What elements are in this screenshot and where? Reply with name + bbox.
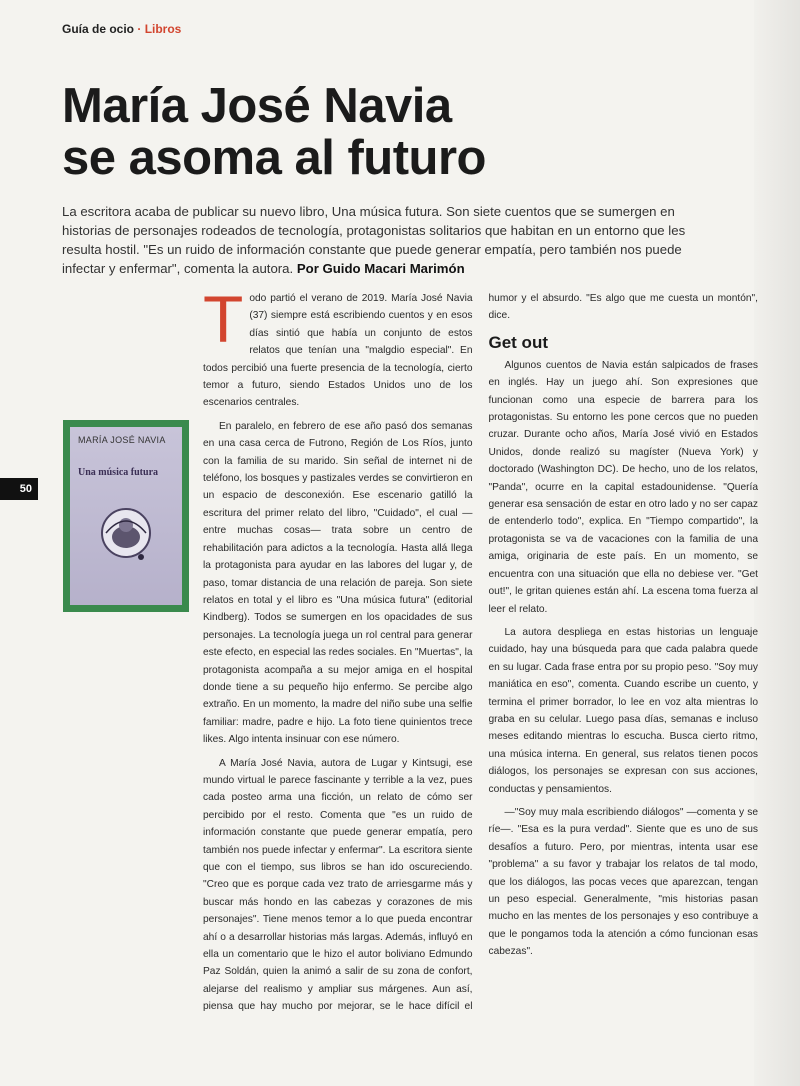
lede-text: La escritora acaba de publicar su nuevo libro, Una música futura. Son siete cuentos que se sumergen en historias de personajes rodeados de tecnología, protagonistas solitarios que habitan en un entorno que les resulta hostil. "Es un ruido de información constante que puede generar empatía, pero también nos puede infectar y enfermar", comenta la autora. bbox=[62, 204, 686, 276]
body-paragraph-2: En paralelo, en febrero de ese año pasó dos semanas en una casa cerca de Futrono, Región de Los Ríos, junto con la familia de su marido. Sin señal de internet ni de teléfono, los bosques y pastizales verdes se convirtieron en un espacio de desconexión. Ese escenario gatilló la escritura del primer relato del libro, "Cuidado", el cual —entre muchas cosas— trata sobre un centro de rehabilitación para adictos a la tecnología. Hasta allá llega la protagonista para ayudar en las labores del lugar y, de paso, tomar distancia de una relación de pareja. Son siete relatos en total y el libro es "Una música futura" (editorial Kindberg). Todos se sumergen en los opacidades de sus personajes. La tecnología juega un rol central para generar este efecto, en especial las redes sociales. En "Muertas", la protagonista acompaña a su mejor amiga en el hospital donde tiene a su pequeño hijo enfermo. Se percibe algo extraño. En un momento, la madre del niño sube una selfie familiar: madre, padre e hijo. La foto tiene quinientos trece likes. Algo intenta insinuar con ese número. bbox=[203, 420, 473, 746]
book-cover-author: MARÍA JOSÉ NAVIA bbox=[78, 435, 166, 445]
section-subsection: Libros bbox=[144, 22, 182, 36]
book-cover bbox=[63, 420, 189, 612]
byline: Por Guido Macari Marimón bbox=[296, 261, 465, 276]
page-number: 50 bbox=[0, 478, 38, 500]
drop-cap: T bbox=[203, 282, 244, 356]
headline bbox=[62, 80, 702, 184]
body-paragraph-5: La autora despliega en estas historias un lenguaje cuidado, hay una búsqueda para que cada palabra quede en su lugar. Cada frase entra por su propio peso. "Soy muy maniática en eso", comenta. Cuando escribe un cuento, y termina el primer borrador, lo lee en voz alta mientras lo graba en su celular. Luego pasa días, semanas e incluso meses editando mientras lo escucha. Busca cierto ritmo, una música interna. En general, sus relatos tienen pocos diálogos, los personajes se expresan con sus acciones, conductas y pensamientos. bbox=[488, 626, 758, 795]
body-paragraph-1-text: odo partió el verano de 2019. María José Navia (37) siempre está escribiendo cuentos y en esos días sintió que había un conjunto de estos relatos que tenían una "malgdio especial". En todos percibió una fuerte presencia de la tecnología, cierto temor a futuro, siendo Estados Unidos uno de los escenarios centrales. bbox=[203, 293, 473, 409]
section-label bbox=[62, 22, 181, 36]
section-separator: · bbox=[134, 22, 145, 36]
page-edge-shadow bbox=[754, 0, 800, 1086]
body-paragraph-1 bbox=[203, 282, 473, 412]
body-paragraph-4: Algunos cuentos de Navia están salpicados de frases en inglés. Hay un juego ahí. Son expresiones que funcionan como una especie de barrera para los protagonistas. Su entorno les pone cercos que no pueden cruzar. Durante ocho años, María José vivió en Estados Unidos, donde realizó su magíster (Nueva York) y doctorado (Washington DC). De hecho, uno de los relatos, "Panda", ocurre en la capital estadounidense. "Quería generar esa sensación de estar en otro lado y no ser capaz de entenderlo todo", explica. En "Tiempo compartido", la protagonista se va de vacaciones con la familia de una amiga, originaria de este país. En un momento, se encuentra con una situación que ella no debiese ver. "Get out!", le gritan quienes están ahí. La escena toma fuerza al leer el relato. bbox=[488, 359, 758, 615]
lede bbox=[62, 202, 722, 278]
body-paragraph-6: —"Soy muy mala escribiendo diálogos" —comenta y se ríe—. "Esa es la pura verdad". Siente que es uno de sus desafíos a futuro. Pero, por mientras, intenta usar ese "problema" a su favor y trabajar los relatos de tal modo, que los diálogos, las pocas veces que aparezcan, tengan un peso especial. Generalmente, "mis historias pasan mucho en las mentes de los personajes y eso contribuye a que le pongamos toda la atención a cómo funcionan esas cabezas". bbox=[488, 806, 758, 958]
body-paragraph-3: A María José Navia, autora de Lugar y Kintsugi, ese mundo virtual le parece fascinante y terrible a la vez, pues cada posteo arma una ficción, un relato de cómo ser percibido por el resto. Comenta que "es un ruido de información constante que puede generar empatía, pero también nos puede infectar y enfermar". La escritora siente que con el tiempo, sus libros se han ido oscureciendo. "Creo que es porque cada vez trato de arriesgarme más y buscar más hondo en las cabezas y corazones de mis personajes". Tiene menos temor a lo que pueda encontrar ahí o a desarrollar historias más largas. Además, influyó en ella un comentario que le hizo el autor boliviano Edmundo Paz Soldán, quien la animó a salir de su zona de confort, alejarse del realismo y ampliar sus márgenes. Aun así, piensa que hay mucho por mejorar, se le hace difícil el humor y el absurdo. "Es algo que me cuesta un montón", dice. bbox=[203, 293, 758, 1013]
book-cover-inner bbox=[70, 427, 182, 605]
headline-line-2: se asoma al futuro bbox=[62, 131, 486, 185]
subhead-get-out: Get out bbox=[488, 332, 548, 352]
headline-line-1: María José Navia bbox=[62, 79, 452, 133]
book-cover-illustration bbox=[96, 503, 156, 563]
book-cover-title: Una música futura bbox=[78, 467, 159, 478]
section-name: Guía de ocio bbox=[62, 22, 135, 36]
article-body bbox=[203, 282, 758, 1030]
